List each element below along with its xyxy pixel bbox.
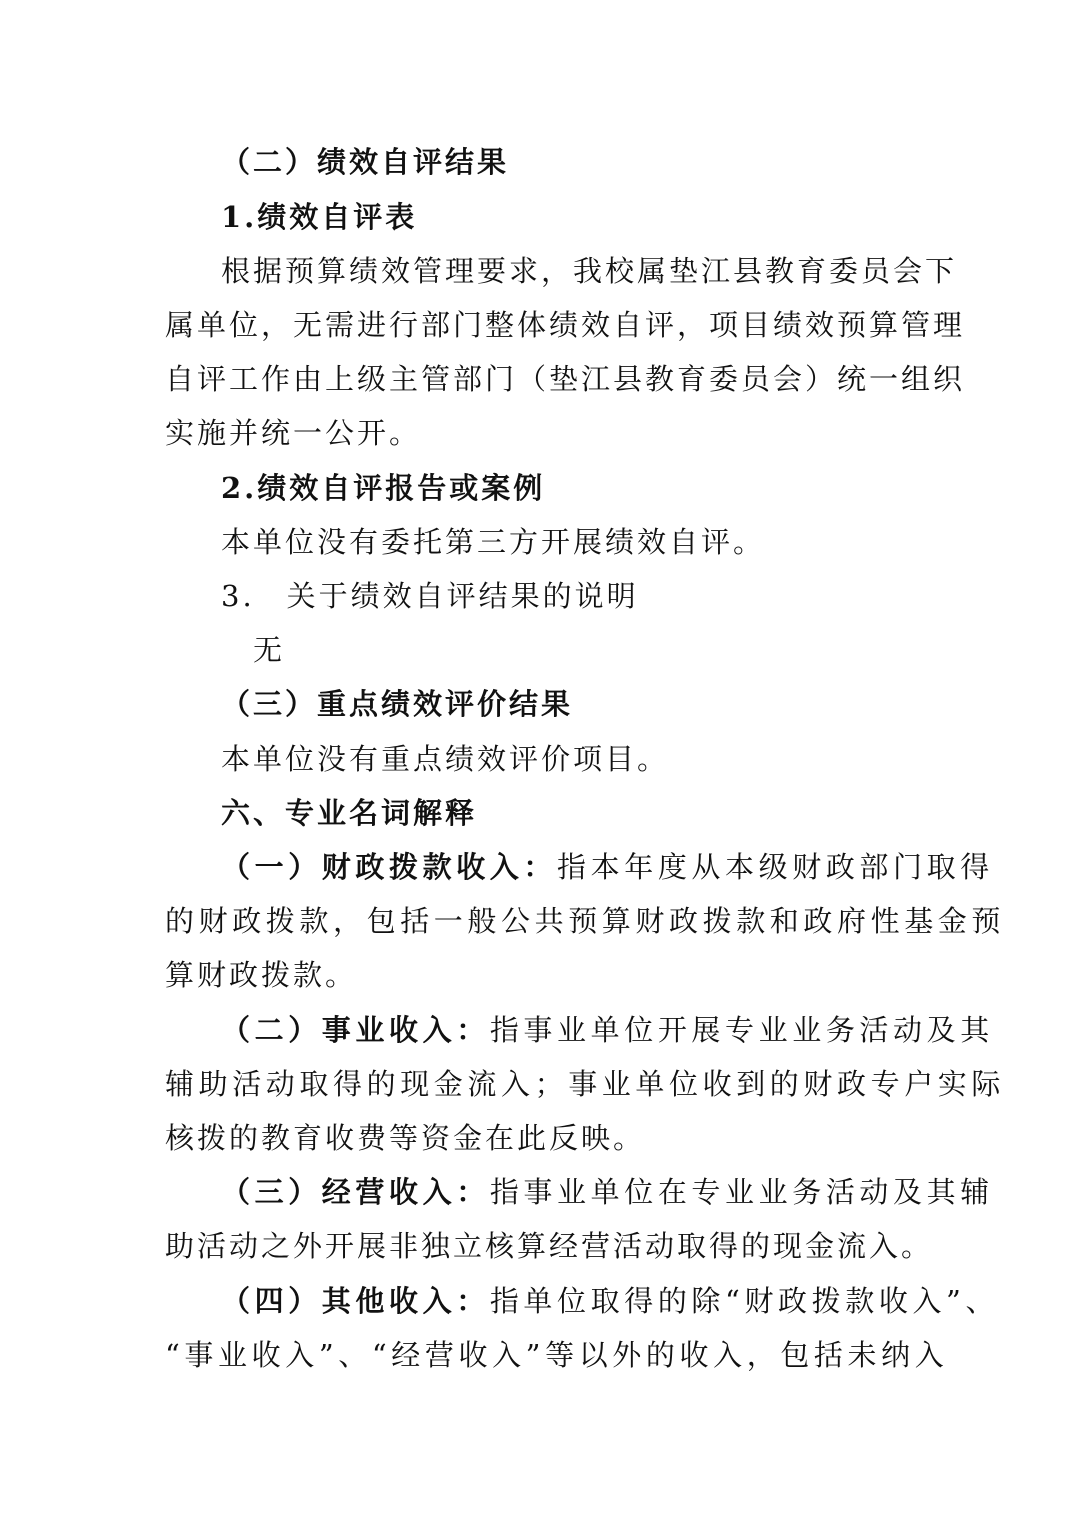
term-text: 指单位取得的除“财政拨款收入”、: [489, 1284, 1000, 1318]
term-label: （三）经营收入：: [221, 1175, 490, 1209]
paragraph-line: 核拨的教育收费等资金在此反映。: [165, 1121, 646, 1155]
term-label: （四）其他收入：: [221, 1284, 490, 1318]
paragraph-line: 辅助活动取得的现金流入；事业单位收到的财政专户实际: [165, 1067, 1006, 1101]
subheading-self-evaluation-explanation: 3. 关于绩效自评结果的说明: [221, 579, 639, 613]
term-label: （二）事业收入：: [221, 1013, 490, 1047]
paragraph-line: 算财政拨款。: [165, 958, 358, 992]
paragraph-line: 的财政拨款，包括一般公共预算财政拨款和政府性基金预: [165, 904, 1006, 938]
paragraph-line: “事业收入”、“经营收入”等以外的收入，包括未纳入: [165, 1338, 949, 1372]
term-text: 指事业单位开展专业业务活动及其: [489, 1013, 994, 1047]
section-heading-performance-self-evaluation: （二）绩效自评结果: [221, 145, 510, 179]
paragraph-line: 助活动之外开展非独立核算经营活动取得的现金流入。: [165, 1229, 934, 1263]
chapter-heading-terminology: 六、专业名词解释: [221, 796, 478, 830]
paragraph-line: 本单位没有委托第三方开展绩效自评。: [221, 525, 766, 559]
term-label: （一）财政拨款收入：: [221, 850, 558, 884]
paragraph-line: 实施并统一公开。: [165, 416, 422, 450]
paragraph-line: 根据预算绩效管理要求，我校属垫江县教育委员会下: [221, 254, 958, 288]
term-line: [221, 840, 994, 894]
term-line: [221, 1274, 999, 1328]
term-line: [221, 1165, 994, 1219]
paragraph-line: 属单位，无需进行部门整体绩效自评，项目绩效预算管理: [165, 308, 966, 342]
term-text: 指事业单位在专业业务活动及其辅: [489, 1175, 994, 1209]
paragraph-line: 无: [253, 633, 286, 667]
section-heading-key-performance-evaluation: （三）重点绩效评价结果: [221, 687, 574, 721]
paragraph-line: 自评工作由上级主管部门（垫江县教育委员会）统一组织: [165, 362, 966, 396]
term-text: 指本年度从本级财政部门取得: [557, 850, 994, 884]
paragraph-line: 本单位没有重点绩效评价项目。: [221, 742, 670, 776]
subheading-self-evaluation-report: 2.绩效自评报告或案例: [221, 471, 546, 505]
term-line: [221, 1003, 994, 1057]
subheading-self-evaluation-table: 1.绩效自评表: [221, 200, 418, 234]
